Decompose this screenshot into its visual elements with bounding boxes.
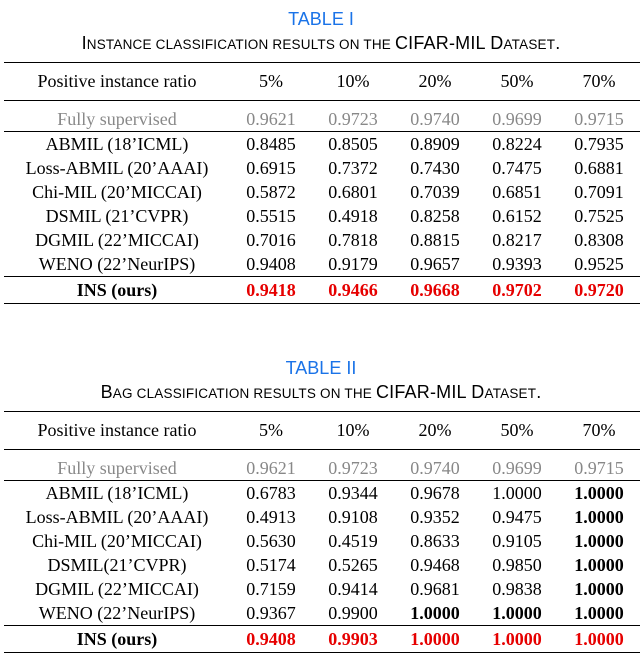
value-cell: 1.0000 [476,626,558,653]
value-cell: 0.7818 [328,229,378,250]
table-row [4,101,640,132]
value-cell: 0.7016 [246,229,296,250]
value-cell: 0.8505 [328,133,378,154]
value-cell: 0.9525 [574,253,624,274]
value-cell: 0.5630 [246,530,296,551]
value-cell: 0.9466 [312,277,394,304]
table-header-row [4,63,640,101]
value-cell: 0.5265 [328,554,378,575]
header-cell: 70% [558,412,640,450]
method-cell: Loss-ABMIL (20’AAAI) [25,506,209,527]
value-cell: 0.9408 [246,253,296,274]
table-1 [4,62,640,304]
value-cell: 0.6851 [492,181,542,202]
value-cell: 0.9393 [492,253,542,274]
header-cell: 50% [476,63,558,101]
table-2-caption: BAG CLASSIFICATION RESULTS ON THE CIFAR-MIL DATASET. [100,382,542,402]
header-cell: Positive instance ratio [4,63,230,101]
value-cell: 0.9702 [476,277,558,304]
table-2-label: TABLE II [285,358,357,378]
value-cell: 0.5515 [246,205,296,226]
value-cell: 0.8485 [246,133,296,154]
table-2-block [0,357,642,653]
table-1-block [0,8,642,304]
header-cell: 20% [394,63,476,101]
value-cell: 0.9621 [230,450,312,481]
value-cell: 0.9699 [476,101,558,132]
value-cell: 0.9699 [476,450,558,481]
value-cell: 0.7430 [410,157,460,178]
value-cell: 0.9715 [558,101,640,132]
table-row [4,529,640,553]
value-cell: 0.8224 [492,133,542,154]
method-cell: Chi-MIL (20’MICCAI) [32,530,202,551]
value-cell: 0.8633 [410,530,460,551]
value-cell: 1.0000 [574,554,624,575]
value-cell: 0.5872 [246,181,296,202]
value-cell: 0.7091 [574,181,624,202]
table-row [4,450,640,481]
method-cell: DSMIL (21’CVPR) [45,205,189,226]
method-cell: Loss-ABMIL (20’AAAI) [25,157,209,178]
method-cell: WENO (22’NeurIPS) [38,253,196,274]
table-1-label: TABLE I [288,9,354,29]
value-cell: 0.9352 [410,506,460,527]
table-row [4,601,640,626]
value-cell: 0.6783 [246,482,296,503]
table-row [4,577,640,601]
value-cell: 0.9105 [492,530,542,551]
table-row [4,553,640,577]
value-cell: 0.9720 [558,277,640,304]
value-cell: 0.9367 [246,602,296,623]
table-2 [4,411,640,653]
value-cell: 0.7159 [246,578,296,599]
table-header-row [4,412,640,450]
value-cell: 0.9903 [312,626,394,653]
value-cell: 0.9414 [328,578,378,599]
value-cell: 0.9715 [558,450,640,481]
value-cell: 0.6915 [246,157,296,178]
value-cell: 0.9681 [410,578,460,599]
value-cell: 1.0000 [574,602,624,623]
header-cell: 50% [476,412,558,450]
value-cell: 0.9408 [230,626,312,653]
method-cell: Chi-MIL (20’MICCAI) [32,181,202,202]
value-cell: 0.9621 [230,101,312,132]
value-cell: 0.9678 [410,482,460,503]
value-cell: 0.9900 [328,602,378,623]
header-cell: 10% [312,412,394,450]
header-cell: 70% [558,63,640,101]
value-cell: 1.0000 [492,602,542,623]
table-row [4,156,640,180]
value-cell: 0.6881 [574,157,624,178]
value-cell: 0.9657 [410,253,460,274]
value-cell: 0.6801 [328,181,378,202]
method-cell: INS (ours) [4,277,230,304]
value-cell: 1.0000 [574,482,624,503]
method-cell: Fully supervised [4,450,230,481]
value-cell: 0.4918 [328,205,378,226]
header-cell: 20% [394,412,476,450]
value-cell: 0.9108 [328,506,378,527]
method-cell: DGMIL (22’MICCAI) [35,578,199,599]
method-cell: ABMIL (18’ICML) [45,133,189,154]
header-cell: 5% [230,412,312,450]
value-cell: 0.9723 [312,450,394,481]
method-cell: INS (ours) [4,626,230,653]
table-row-ours [4,277,640,304]
value-cell: 0.9475 [492,506,542,527]
value-cell: 0.7039 [410,181,460,202]
value-cell: 0.7935 [574,133,624,154]
value-cell: 0.8308 [574,229,624,250]
table-row [4,132,640,157]
value-cell: 0.8909 [410,133,460,154]
value-cell: 0.9740 [394,450,476,481]
table-row [4,228,640,252]
method-cell: DSMIL(21’CVPR) [47,554,187,575]
value-cell: 0.9723 [312,101,394,132]
value-cell: 0.7372 [328,157,378,178]
header-cell: Positive instance ratio [4,412,230,450]
value-cell: 0.9838 [492,578,542,599]
table-1-caption: INSTANCE CLASSIFICATION RESULTS ON THE CIFAR-MIL DATASET. [81,33,561,53]
value-cell: 0.9850 [492,554,542,575]
value-cell: 0.4913 [246,506,296,527]
method-cell: DGMIL (22’MICCAI) [35,229,199,250]
value-cell: 0.8815 [410,229,460,250]
table-row [4,204,640,228]
value-cell: 0.9179 [328,253,378,274]
table-row [4,481,640,506]
value-cell: 0.4519 [328,530,378,551]
value-cell: 0.9668 [394,277,476,304]
table-row [4,252,640,277]
value-cell: 0.9344 [328,482,378,503]
value-cell: 0.7525 [574,205,624,226]
value-cell: 0.7475 [492,157,542,178]
method-cell: Fully supervised [4,101,230,132]
value-cell: 0.8217 [492,229,542,250]
header-cell: 5% [230,63,312,101]
value-cell: 1.0000 [574,530,624,551]
table-row [4,180,640,204]
value-cell: 1.0000 [394,626,476,653]
value-cell: 1.0000 [410,602,460,623]
value-cell: 0.5174 [246,554,296,575]
header-cell: 10% [312,63,394,101]
value-cell: 0.9468 [410,554,460,575]
value-cell: 1.0000 [574,578,624,599]
value-cell: 1.0000 [574,506,624,527]
value-cell: 0.9418 [230,277,312,304]
table-row [4,505,640,529]
value-cell: 1.0000 [558,626,640,653]
table-row-ours [4,626,640,653]
method-cell: WENO (22’NeurIPS) [38,602,196,623]
value-cell: 0.6152 [492,205,542,226]
value-cell: 0.8258 [410,205,460,226]
value-cell: 1.0000 [492,482,542,503]
method-cell: ABMIL (18’ICML) [45,482,189,503]
value-cell: 0.9740 [394,101,476,132]
